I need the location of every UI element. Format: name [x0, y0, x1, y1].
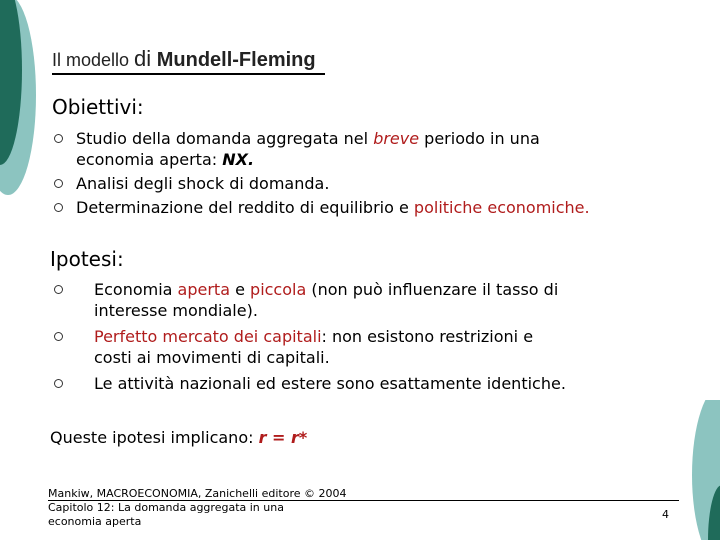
formula: r = r* — [258, 428, 308, 447]
list-item: Analisi degli shock di domanda. — [54, 173, 714, 194]
hypotheses-heading: Ipotesi: — [50, 247, 124, 271]
list-item: Economia aperta e piccola (non può influenzare il tasso di interesse mondiale). — [54, 279, 714, 321]
bullet-icon — [54, 285, 63, 294]
decorative-right-shape — [670, 400, 720, 540]
decorative-left-shape — [0, 0, 60, 200]
hypotheses-list — [54, 279, 714, 399]
objectives-heading: Obiettivi: — [52, 95, 144, 119]
bullet-icon — [54, 203, 63, 212]
objectives-list — [54, 128, 714, 221]
page-number: 4 — [662, 508, 669, 521]
bullet-icon — [54, 332, 63, 341]
footer-rule — [48, 500, 679, 501]
title-part2: di — [134, 46, 152, 71]
conclusion: Queste ipotesi implicano: r = r* — [50, 428, 308, 447]
bullet-icon — [54, 134, 63, 143]
title-part3: Mundell-Fleming — [151, 49, 316, 71]
list-item: Le attività nazionali ed estere sono esattamente identiche. — [54, 373, 714, 394]
list-item: Studio della domanda aggregata nel breve periodo in una economia aperta: NX. — [54, 128, 714, 170]
slide-title — [52, 46, 316, 72]
bullet-icon — [54, 179, 63, 188]
list-item: Determinazione del reddito di equilibrio e politiche economiche. — [54, 197, 714, 218]
footer-source: Mankiw, MACROECONOMIA, Zanichelli editore © 2004 Capitolo 12: La domanda aggregata in una economia aperta — [48, 487, 347, 528]
title-underline — [52, 73, 325, 75]
title-part1: Il modello — [52, 50, 135, 70]
bullet-icon — [54, 379, 63, 388]
list-item: Perfetto mercato dei capitali: non esistono restrizioni e costi ai movimenti di capitali. — [54, 326, 714, 368]
